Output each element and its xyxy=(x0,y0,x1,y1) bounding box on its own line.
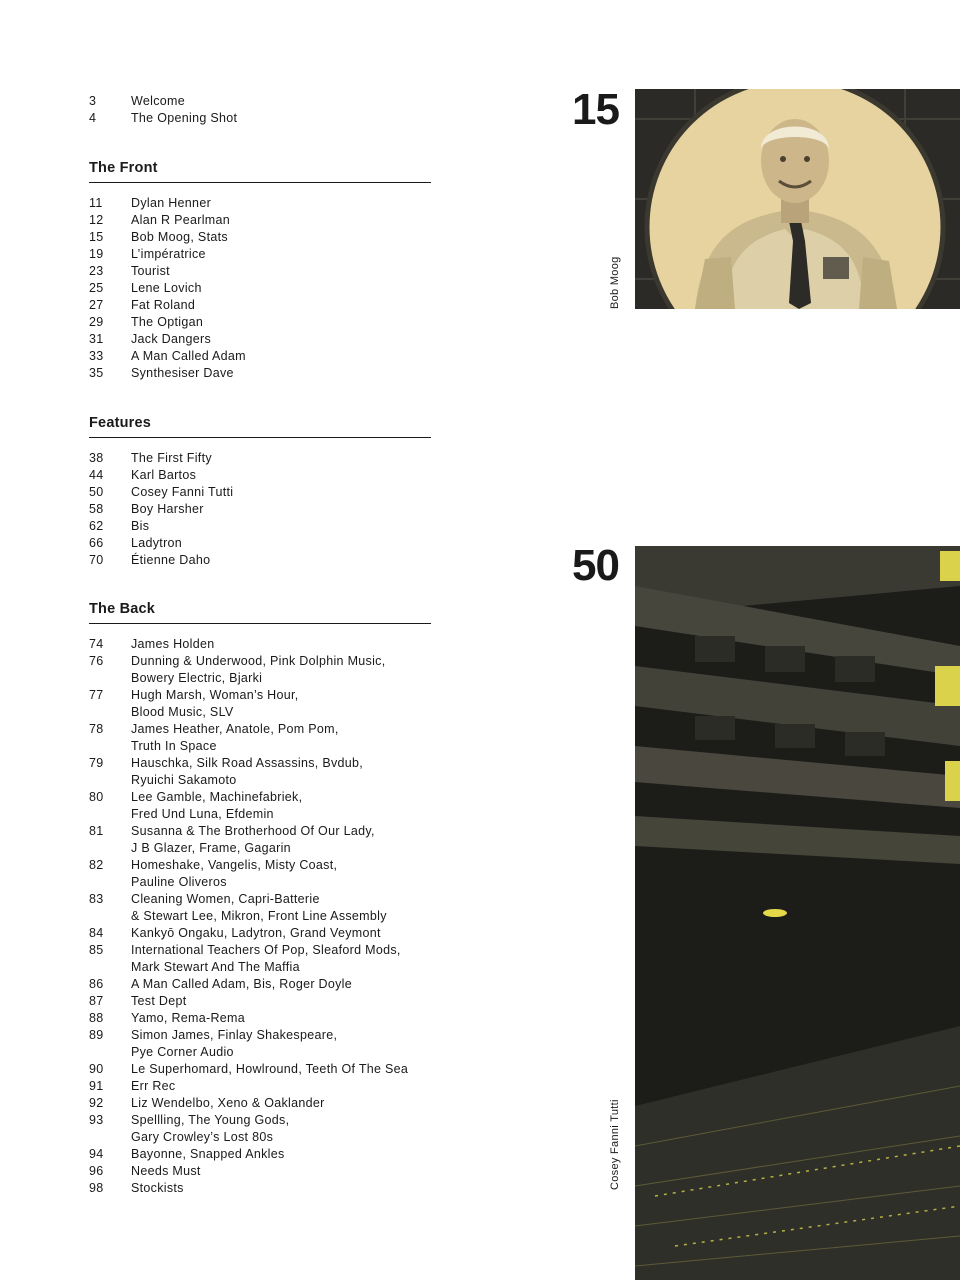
page-number: 85 xyxy=(89,943,104,957)
photo-caption: Bob Moog xyxy=(609,256,621,309)
toc-entry xyxy=(89,93,431,110)
page-number: 50 xyxy=(89,485,104,499)
toc-entry xyxy=(89,1095,431,1112)
toc-entry xyxy=(89,993,431,1010)
entry-title: James Holden xyxy=(131,637,215,651)
entry-title: Jack Dangers xyxy=(131,332,212,346)
entry-title: Needs Must xyxy=(131,1164,201,1178)
entry-title: Dunning & Underwood, Pink Dolphin Music, Bowery Electric, Bjarki xyxy=(131,654,386,685)
entry-title: Lee Gamble, Machinefabriek, Fred Und Luna, Efdemin xyxy=(131,790,303,821)
page-number: 91 xyxy=(89,1079,104,1093)
toc-entry xyxy=(89,1146,431,1163)
page-number: 25 xyxy=(89,281,104,295)
section-features xyxy=(89,415,431,569)
page-number: 83 xyxy=(89,892,104,906)
toc-entry xyxy=(89,110,431,127)
entry-title: A Man Called Adam xyxy=(131,349,246,363)
entry-title: Lene Lovich xyxy=(131,281,202,295)
entry-title: James Heather, Anatole, Pom Pom, Truth In Space xyxy=(131,722,339,753)
page-number: 35 xyxy=(89,366,104,380)
page-number: 93 xyxy=(89,1113,104,1127)
toc-entry xyxy=(89,925,431,942)
entry-title: Ladytron xyxy=(131,536,183,550)
toc-entry xyxy=(89,280,431,297)
entry-title: Karl Bartos xyxy=(131,468,197,482)
entry-title: Synthesiser Dave xyxy=(131,366,234,380)
toc-entry xyxy=(89,636,431,653)
toc-entry xyxy=(89,687,431,721)
page-number: 98 xyxy=(89,1181,104,1195)
page-number: 94 xyxy=(89,1147,104,1161)
toc-entry xyxy=(89,721,431,755)
toc-entry xyxy=(89,1078,431,1095)
entry-title: Err Rec xyxy=(131,1079,176,1093)
section-heading: Features xyxy=(89,415,431,438)
toc-entry xyxy=(89,212,431,229)
page-number: 80 xyxy=(89,790,104,804)
page-number: 79 xyxy=(89,756,104,770)
page-number: 96 xyxy=(89,1164,104,1178)
toc-entry xyxy=(89,535,431,552)
entry-title: Susanna & The Brotherhood Of Our Lady, J B Glazer, Frame, Gagarin xyxy=(131,824,375,855)
entry-title: Bis xyxy=(131,519,150,533)
page-number: 12 xyxy=(89,213,104,227)
entry-title: L’impératrice xyxy=(131,247,206,261)
toc-entry xyxy=(89,501,431,518)
page-number: 87 xyxy=(89,994,104,1008)
toc-entry xyxy=(89,467,431,484)
entry-title: Simon James, Finlay Shakespeare, Pye Corner Audio xyxy=(131,1028,338,1059)
toc-entry xyxy=(89,450,431,467)
toc-entry xyxy=(89,229,431,246)
page-number: 86 xyxy=(89,977,104,991)
entry-title: Bob Moog, Stats xyxy=(131,230,228,244)
toc-entry xyxy=(89,653,431,687)
page-number: 70 xyxy=(89,553,104,567)
cosey-fanni-tutti-photo xyxy=(635,546,960,1280)
toc-entry xyxy=(89,857,431,891)
toc-entry xyxy=(89,246,431,263)
entry-title: The First Fifty xyxy=(131,451,212,465)
portrait-illustration xyxy=(635,89,960,309)
toc-entry xyxy=(89,297,431,314)
entry-title: Boy Harsher xyxy=(131,502,204,516)
page-number: 62 xyxy=(89,519,104,533)
toc-entry xyxy=(89,263,431,280)
toc-entry xyxy=(89,1010,431,1027)
toc-entry xyxy=(89,1163,431,1180)
toc-entry xyxy=(89,942,431,976)
page-number: 84 xyxy=(89,926,104,940)
toc-entry xyxy=(89,518,431,535)
section-heading: The Back xyxy=(89,601,431,624)
feature-page-number: 50 xyxy=(572,541,619,590)
entry-title: Étienne Daho xyxy=(131,553,211,567)
entry-title: Liz Wendelbo, Xeno & Oaklander xyxy=(131,1096,325,1110)
entry-title: Welcome xyxy=(131,94,185,108)
entry-title: Hugh Marsh, Woman’s Hour, Blood Music, SLV xyxy=(131,688,299,719)
toc-entry xyxy=(89,348,431,365)
toc-entry xyxy=(89,755,431,789)
entry-title: Test Dept xyxy=(131,994,187,1008)
entry-title: Cleaning Women, Capri-Batterie & Stewart Lee, Mikron, Front Line Assembly xyxy=(131,892,387,923)
entry-title: Bayonne, Snapped Ankles xyxy=(131,1147,285,1161)
entry-title: Stockists xyxy=(131,1181,184,1195)
feature-page-number: 15 xyxy=(572,85,619,134)
toc-entry xyxy=(89,365,431,382)
entry-title: The Optigan xyxy=(131,315,204,329)
building-illustration xyxy=(635,546,960,1280)
entry-title: Le Superhomard, Howlround, Teeth Of The Sea xyxy=(131,1062,409,1076)
entry-title: Yamo, Rema-Rema xyxy=(131,1011,246,1025)
page-number: 27 xyxy=(89,298,104,312)
entry-title: Kankyō Ongaku, Ladytron, Grand Veymont xyxy=(131,926,381,940)
entry-title: Dylan Henner xyxy=(131,196,212,210)
entry-title: Tourist xyxy=(131,264,170,278)
toc-entry xyxy=(89,976,431,993)
page-number: 74 xyxy=(89,637,104,651)
page-number: 23 xyxy=(89,264,104,278)
page-number: 66 xyxy=(89,536,104,550)
toc-entry xyxy=(89,1027,431,1061)
page-number: 90 xyxy=(89,1062,104,1076)
page-number: 11 xyxy=(89,196,103,210)
toc-entry xyxy=(89,891,431,925)
toc-entry xyxy=(89,552,431,569)
section-the-back xyxy=(89,601,431,1197)
entry-title: A Man Called Adam, Bis, Roger Doyle xyxy=(131,977,353,991)
bob-moog-photo xyxy=(635,89,960,309)
section-the-front xyxy=(89,160,431,382)
page-number: 77 xyxy=(89,688,104,702)
page-number: 4 xyxy=(89,111,97,125)
page-number: 15 xyxy=(89,230,104,244)
page-number: 19 xyxy=(89,247,104,261)
page-number: 3 xyxy=(89,94,97,108)
page-number: 33 xyxy=(89,349,104,363)
page-number: 82 xyxy=(89,858,104,872)
toc-entry xyxy=(89,484,431,501)
page-number: 29 xyxy=(89,315,104,329)
entry-title: Homeshake, Vangelis, Misty Coast, Pauline Oliveros xyxy=(131,858,338,889)
page-number: 88 xyxy=(89,1011,104,1025)
toc-entry xyxy=(89,195,431,212)
toc-entry xyxy=(89,1061,431,1078)
section-heading: The Front xyxy=(89,160,431,183)
entry-title: Hauschka, Silk Road Assassins, Bvdub, Ryuichi Sakamoto xyxy=(131,756,364,787)
entry-title: The Opening Shot xyxy=(131,111,238,125)
toc-entry xyxy=(89,1112,431,1146)
page-number: 78 xyxy=(89,722,104,736)
toc-entry xyxy=(89,823,431,857)
toc-entry xyxy=(89,789,431,823)
entry-title: Spellling, The Young Gods, Gary Crowley’s Lost 80s xyxy=(131,1113,290,1144)
entry-title: Cosey Fanni Tutti xyxy=(131,485,234,499)
page-number: 92 xyxy=(89,1096,104,1110)
entry-title: Alan R Pearlman xyxy=(131,213,230,227)
page-number: 31 xyxy=(89,332,104,346)
page-number: 44 xyxy=(89,468,104,482)
page-number: 76 xyxy=(89,654,104,668)
page-number: 81 xyxy=(89,824,104,838)
page-number: 58 xyxy=(89,502,104,516)
page-number: 89 xyxy=(89,1028,104,1042)
entry-title: International Teachers Of Pop, Sleaford Mods, Mark Stewart And The Maffia xyxy=(131,943,401,974)
photo-caption: Cosey Fanni Tutti xyxy=(609,1099,621,1190)
toc-entry xyxy=(89,1180,431,1197)
toc-entry xyxy=(89,314,431,331)
page-number: 38 xyxy=(89,451,104,465)
toc-intro xyxy=(89,93,431,127)
entry-title: Fat Roland xyxy=(131,298,196,312)
toc-entry xyxy=(89,331,431,348)
